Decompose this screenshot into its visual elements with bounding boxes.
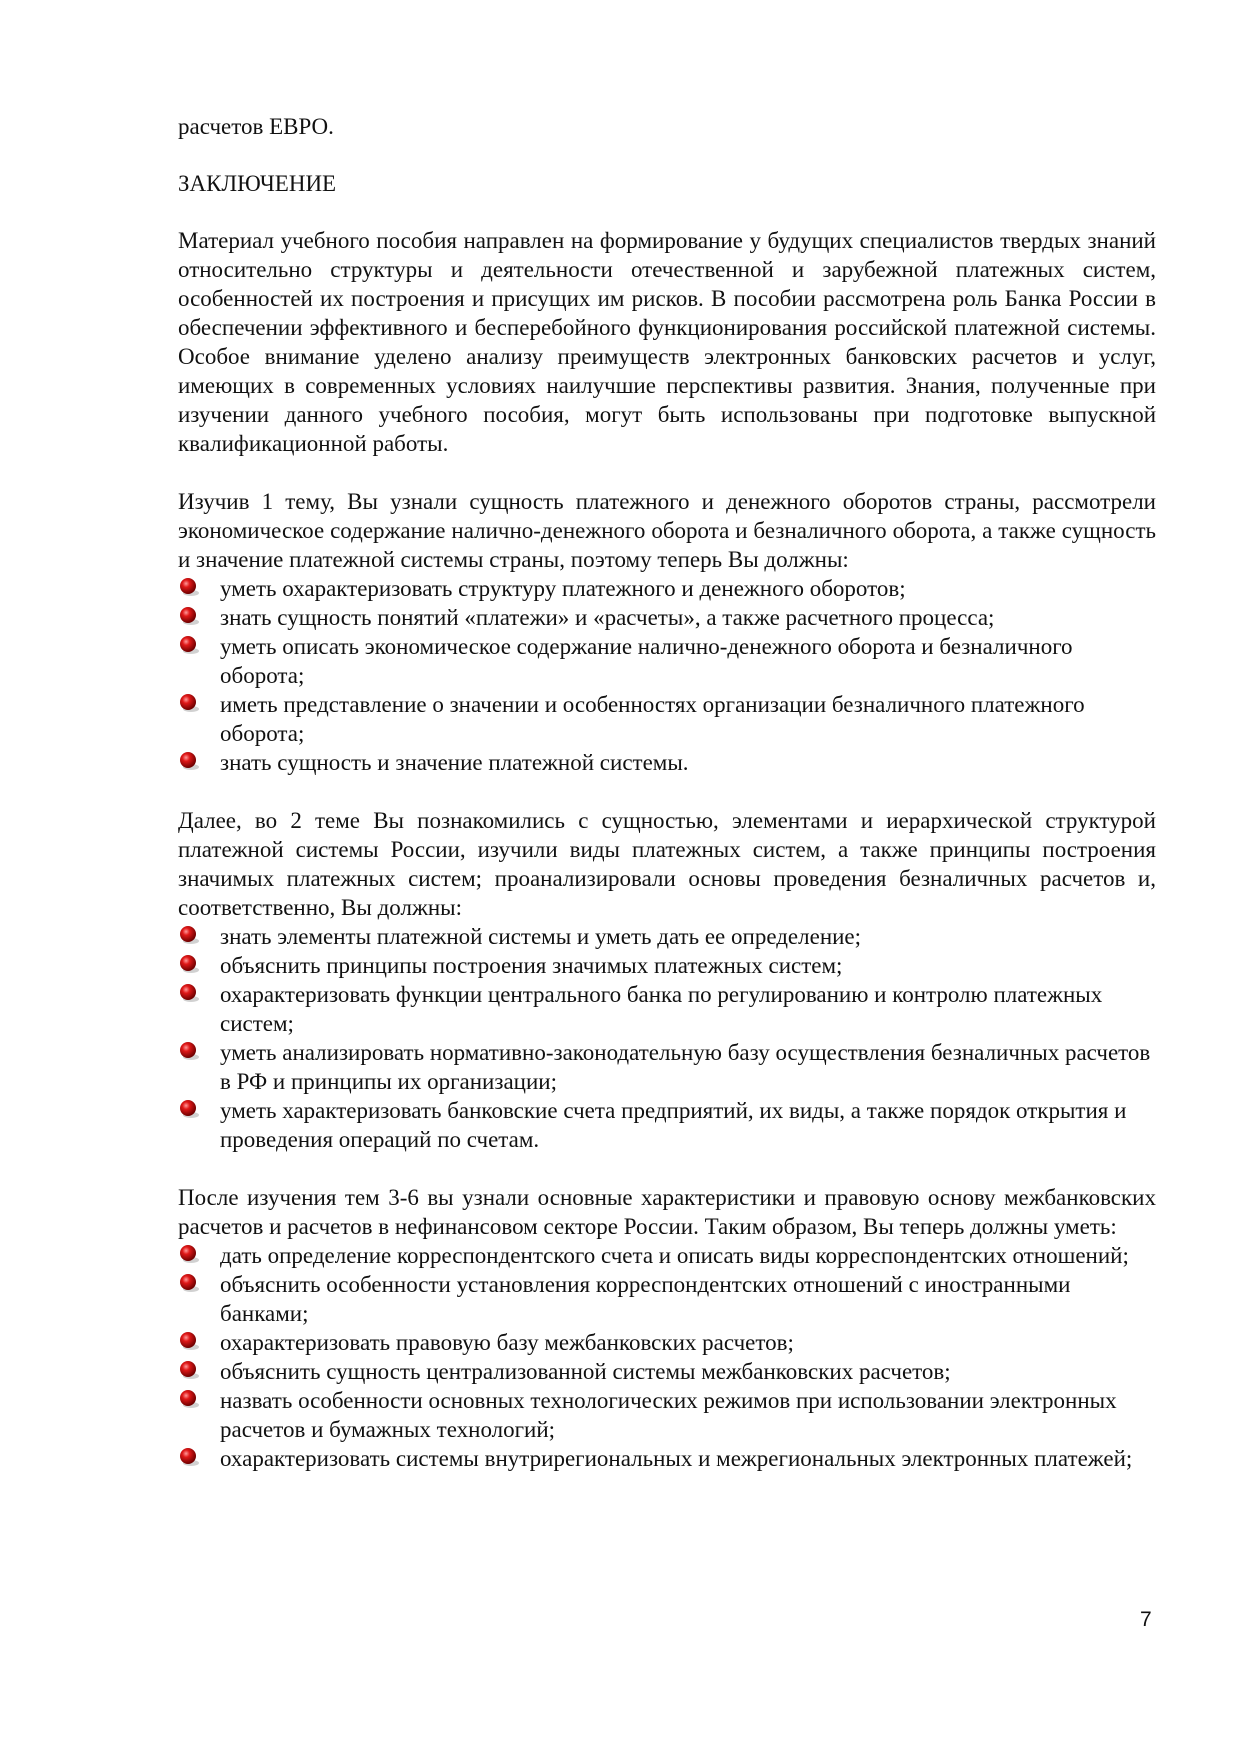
red-ball-bullet-icon xyxy=(178,634,200,656)
red-ball-bullet-icon xyxy=(178,1359,200,1381)
red-ball-bullet-icon xyxy=(178,1098,200,1120)
conclusion-heading: ЗАКЛЮЧЕНИЕ xyxy=(178,171,337,196)
red-ball-bullet-icon xyxy=(178,953,200,975)
list-item: объяснить принципы построения значимых платежных систем; xyxy=(178,951,1156,980)
red-ball-bullet-icon xyxy=(178,1272,200,1294)
red-ball-bullet-icon xyxy=(178,750,200,772)
list-item: дать определение корреспондентского счета и описать виды корреспондентских отношений; xyxy=(178,1241,1156,1270)
section2-intro: Далее, во 2 теме Вы познакомились с сущностью, элементами и иерархической структурой платежной системы России, изучили виды платежных систем, а также принципы построения значимых платежных систем; проанализировали основы проведения безналичных расчетов и, соответственно, Вы должны: xyxy=(178,808,1156,920)
list-item: уметь характеризовать банковские счета предприятий, их виды, а также порядок открытия и проведения операций по счетам. xyxy=(178,1096,1156,1154)
red-ball-bullet-icon xyxy=(178,1388,200,1410)
section3-intro: После изучения тем 3-6 вы узнали основные характеристики и правовую основу межбанковских расчетов и расчетов в нефинансовом секторе России. Таким образом, Вы теперь должны уметь: xyxy=(178,1185,1156,1239)
list-item: объяснить сущность централизованной системы межбанковских расчетов; xyxy=(178,1357,1156,1386)
red-ball-bullet-icon xyxy=(178,1330,200,1352)
list-item: объяснить особенности установления корреспондентских отношений с иностранными банками; xyxy=(178,1270,1156,1328)
section2-list xyxy=(178,922,1156,1154)
section1-list xyxy=(178,574,1156,777)
red-ball-bullet-icon xyxy=(178,1446,200,1468)
list-item: уметь охарактеризовать структуру платежного и денежного оборотов; xyxy=(178,574,1156,603)
conclusion-paragraph: Материал учебного пособия направлен на формирование у будущих специалистов твердых знаний относительно структуры и деятельности отечественной и зарубежной платежных систем, особенностей их построения и присущих им рисков. В пособии рассмотрена роль Банка России в обеспечении эффективного и бесперебойного функционирования российской платежной системы. Особое внимание уделено анализу преимуществ электронных банковских расчетов и услуг, имеющих в современных условиях наилучшие перспективы развития. Знания, полученные при изучении данного учебного пособия, могут быть использованы при подготовке выпускной квалификационной работы. xyxy=(178,228,1156,456)
section1-intro: Изучив 1 тему, Вы узнали сущность платежного и денежного оборотов страны, рассмотрели экономическое содержание налично-денежного оборота и безналичного оборота, а также сущность и значение платежной системы страны, поэтому теперь Вы должны: xyxy=(178,489,1156,572)
list-item: знать элементы платежной системы и уметь дать ее определение; xyxy=(178,922,1156,951)
red-ball-bullet-icon xyxy=(178,1243,200,1265)
section3-list xyxy=(178,1241,1156,1473)
red-ball-bullet-icon xyxy=(178,576,200,598)
red-ball-bullet-icon xyxy=(178,982,200,1004)
list-item: иметь представление о значении и особенностях организации безналичного платежного оборота; xyxy=(178,690,1156,748)
red-ball-bullet-icon xyxy=(178,1040,200,1062)
list-item: охарактеризовать правовую базу межбанковских расчетов; xyxy=(178,1328,1156,1357)
red-ball-bullet-icon xyxy=(178,924,200,946)
list-item: назвать особенности основных технологических режимов при использовании электронных расчетов и бумажных технологий; xyxy=(178,1386,1156,1444)
page-number: 7 xyxy=(1140,1608,1152,1631)
list-item: охарактеризовать функции центрального банка по регулированию и контролю платежных систем; xyxy=(178,980,1156,1038)
red-ball-bullet-icon xyxy=(178,692,200,714)
red-ball-bullet-icon xyxy=(178,605,200,627)
list-item: охарактеризовать системы внутрирегиональных и межрегиональных электронных платежей; xyxy=(178,1444,1156,1473)
intro-line: расчетов ЕВРО. xyxy=(178,114,334,139)
list-item: уметь описать экономическое содержание налично-денежного оборота и безналичного оборота; xyxy=(178,632,1156,690)
list-item: уметь анализировать нормативно-законодательную базу осуществления безналичных расчетов в РФ и принципы их организации; xyxy=(178,1038,1156,1096)
document-page xyxy=(178,112,1156,1473)
list-item: знать сущность понятий «платежи» и «расчеты», а также расчетного процесса; xyxy=(178,603,1156,632)
list-item: знать сущность и значение платежной системы. xyxy=(178,748,1156,777)
